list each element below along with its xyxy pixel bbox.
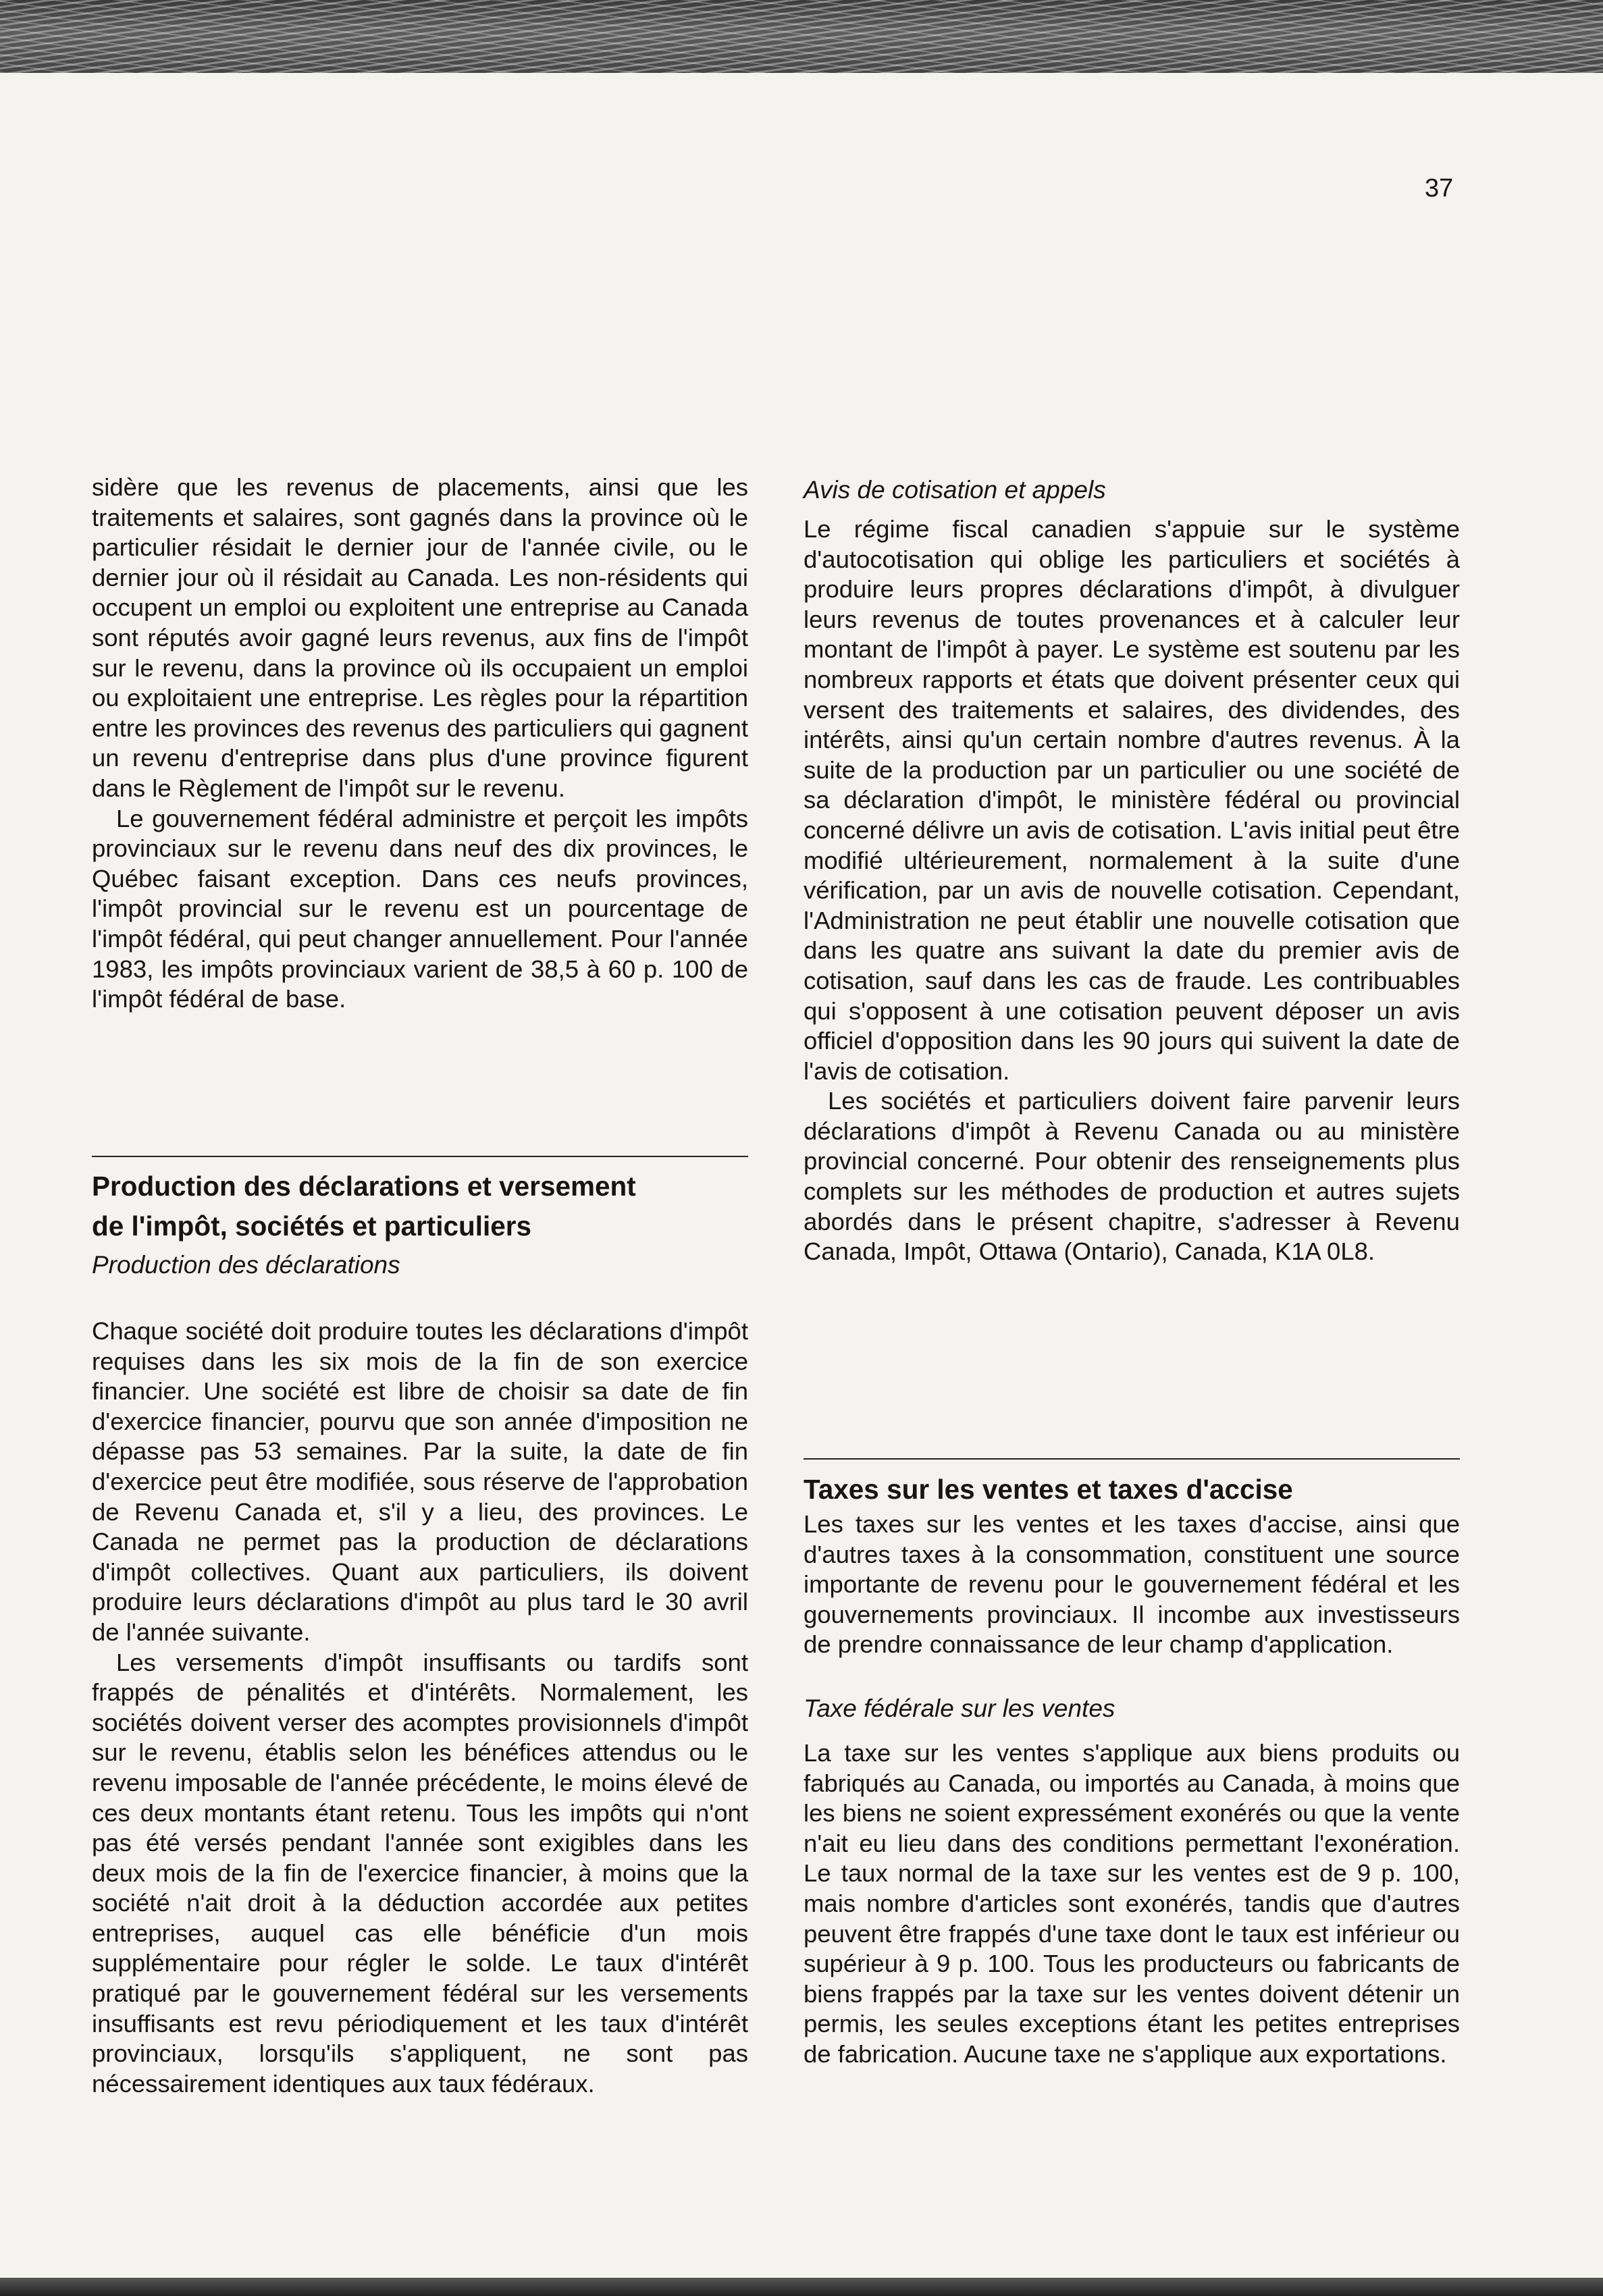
body-paragraph: Les versements d'impôt insuffisants ou tardifs sont frappés de pénalités et d'intérêts. Normalement, les sociétés doivent verser des acomptes provisionnels d'impôt sur le revenu, établis selon les bénéfices attendus ou le revenu imposable de l'année précédente, le moins élevé de ces deux montants étant retenu. Tous les impôts qui n'ont pas été versés pendant l'année sont exigibles dans les deux mois de la fin de l'exercice financier, à moins que la société n'ait droit à la déduction accordée aux petites entreprises, auquel cas elle bénéficie d'un mois supplémentaire pour régler le solde. Le taux d'intérêt pratiqué par le gouvernement fédéral sur les versements insuffisants est revu périodiquement et les taux d'intérêt provinciaux, lorsqu'ils s'appliquent, ne sont pas nécessairement identiques aux taux fédéraux. (92, 1648, 748, 2098)
section-heading-line-1: Production des déclarations et versement (92, 1171, 636, 1202)
left-column-section (92, 1167, 748, 1280)
body-paragraph: Les sociétés et particuliers doivent faire parvenir leurs déclarations d'impôt à Revenu Canada ou au ministère provincial concerné. Pour obtenir des renseignements plus complets sur les méthodes de production et autres sujets abordés dans le présent chapitre, s'adresser à Revenu Canada, Impôt, Ottawa (Ontario), Canada, K1A 0L8. (804, 1087, 1460, 1266)
body-paragraph: Le gouvernement fédéral administre et perçoit les impôts provinciaux sur le revenu dans neuf des dix provinces, le Québec faisant exception. Dans ces neufs provinces, l'impôt provincial sur le revenu est un pourcentage de l'impôt fédéral, qui peut changer annuellement. Pour l'année 1983, les impôts provinciaux varient de 38,5 à 60 p. 100 de l'impôt fédéral de base. (92, 804, 748, 1013)
left-column-filing (92, 1316, 748, 2099)
page-number: 37 (1425, 174, 1454, 203)
section-heading (92, 1167, 748, 1246)
scan-border-top (0, 0, 1603, 73)
subheading: Avis de cotisation et appels (804, 476, 1106, 504)
body-paragraph: La taxe sur les ventes s'applique aux biens produits ou fabriqués au Canada, ou importés au Canada, à moins que les biens ne soient expressément exonérés ou que la vente n'ait eu lieu dans des conditions permettant l'exonération. Le taux normal de la taxe sur les ventes est de 9 p. 100, mais nombre d'articles sont exonérés, tandis que d'autres peuvent être frappés d'une taxe dont le taux est inférieur ou supérieur à 9 p. 100. Tous les producteurs ou fabricants de biens frappés par la taxe sur les ventes doivent détenir un permis, les seules exceptions étant les petites entreprises de fabrication. Aucune taxe ne s'applique aux exportations. (804, 1738, 1460, 2068)
body-paragraph: Chaque société doit produire toutes les déclarations d'impôt requises dans les six mois de la fin de son exercice financier. Une société est libre de choisir sa date de fin d'exercice financier, pourvu que son année d'imposition ne dépasse pas 53 semaines. Par la suite, la date de fin d'exercice peut être modifiée, sous réserve de l'approbation de Revenu Canada et, s'il y a lieu, des provinces. Le Canada ne permet pas la production de déclarations d'impôt collectives. Quant aux particuliers, ils doivent produire leurs déclarations d'impôt au plus tard le 30 avril de l'année suivante. (92, 1317, 748, 1646)
section-heading: Taxes sur les ventes et taxes d'accise (804, 1474, 1293, 1505)
body-paragraph: Les taxes sur les ventes et les taxes d'accise, ainsi que d'autres taxes à la consommation, constituent une source importante de revenu pour le gouvernement fédéral et les gouvernements provinciaux. Il incombe aux investisseurs de prendre connaissance de leur champ d'application. (804, 1510, 1460, 1659)
section-heading-line-2: de l'impôt, sociétés et particuliers (92, 1210, 532, 1242)
subheading: Taxe fédérale sur les ventes (804, 1694, 1115, 1722)
subheading: Production des déclarations (92, 1251, 400, 1279)
section-divider (92, 1156, 748, 1157)
right-column-assessment (804, 475, 1460, 1267)
section-divider (804, 1458, 1460, 1460)
body-paragraph: Le régime fiscal canadien s'appuie sur le système d'autocotisation qui oblige les particuliers et sociétés à produire leurs propres déclarations d'impôt, à divulguer leurs revenus de toutes provenances et à calculer leur montant de l'impôt à payer. Le système est soutenu par les nombreux rapports et états que doivent présenter ceux qui versent des traitements et salaires, des dividendes, des intérêts, ainsi qu'un certain nombre d'autres revenus. À la suite de la production par un particulier ou une société de sa déclaration d'impôt, le ministère fédéral ou provincial concerné délivre un avis de cotisation. L'avis initial peut être modifié ultérieurement, normalement à la suite d'une vérification, par un avis de nouvelle cotisation. Cependant, l'Administration ne peut établir une nouvelle cotisation que dans les quatre ans suivant la date du premier avis de cotisation, sauf dans les cas de fraude. Les contribuables qui s'opposent à une cotisation peuvent déposer un avis officiel d'opposition dans les 90 jours qui suivent la date de l'avis de cotisation. (804, 515, 1460, 1085)
left-column-intro (92, 473, 748, 1015)
right-column-sales-tax (804, 1470, 1460, 2070)
body-paragraph: sidère que les revenus de placements, ainsi que les traitements et salaires, sont gagnés dans la province où le particulier résidait le dernier jour de l'année civile, ou le dernier jour où il résidait au Canada. Les non-résidents qui occupent un emploi ou exploitent une entreprise au Canada sont réputés avoir gagné leurs revenus, aux fins de l'impôt sur le revenu, dans la province où ils occupaient un emploi ou exploitaient une entreprise. Les règles pour la répartition entre les provinces des revenus des particuliers qui gagnent un revenu d'entreprise dans plus d'une province figurent dans le Règlement de l'impôt sur le revenu. (92, 473, 748, 802)
scan-border-bottom (0, 2278, 1603, 2296)
